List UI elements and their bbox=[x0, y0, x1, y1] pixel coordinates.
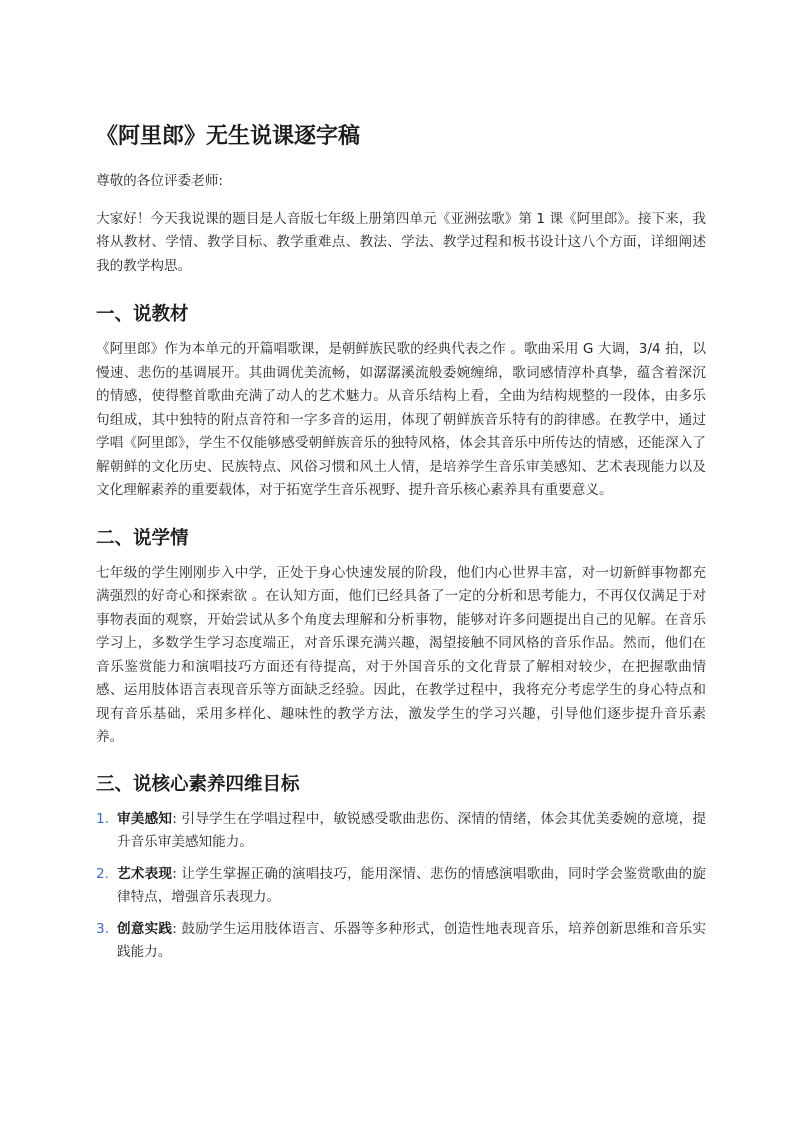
section-heading-students: 二、说学情 bbox=[96, 527, 189, 549]
goal-term: 艺术表现 bbox=[117, 865, 173, 882]
document-title: 《阿里郎》无生说课逐字稿 bbox=[96, 124, 361, 149]
goal-item-aesthetic bbox=[96, 808, 706, 855]
goal-item-expression bbox=[96, 863, 706, 910]
goal-separator: : bbox=[172, 920, 177, 937]
goal-number: 2. bbox=[96, 865, 109, 882]
goal-number: 1. bbox=[96, 810, 109, 827]
document-page bbox=[96, 118, 706, 973]
goals-list bbox=[96, 808, 706, 965]
goal-text: 让学生掌握正确的演唱技巧，能用深情、悲伤的情感演唱歌曲，同时学会鉴赏歌曲的旋律特点，增强音乐表现力。 bbox=[117, 865, 707, 905]
goal-separator: : bbox=[172, 865, 177, 882]
salutation: 尊敬的各位评委老师: bbox=[96, 173, 223, 189]
goal-text: 引导学生在学唱过程中，敏锐感受歌曲悲伤、深情的情绪，体会其优美委婉的意境，提升音乐审美感知能力。 bbox=[117, 810, 707, 850]
goal-term: 创意实践 bbox=[117, 920, 173, 937]
goal-text: 鼓励学生运用肢体语言、乐器等多种形式，创造性地表现音乐，培养创新思维和音乐实践能力。 bbox=[117, 920, 707, 960]
section-body-textbook: 《阿里郎》作为本单元的开篇唱歌课，是朝鲜族民歌的经典代表之作 。歌曲采用 G 大调，3/4 拍，以慢速、悲伤的基调展开。其曲调优美流畅，如潺潺溪流般委婉缠绵，歌词感情淳朴真挚，蕴含着深沉的情感，使得整首歌曲充满了动人的艺术魅力。从音乐结构上看，全曲为结构规整的一段体，由多乐句组成，其中独特的附点音符和一字多音的运用，体现了朝鲜族音乐特有的韵律感。在教学中，通过学唱《阿里郎》，学生不仅能够感受朝鲜族音乐的独特风格，体会其音乐中所传达的情感，还能深入了解朝鲜的文化历史、民族特点、风俗习惯和风土人情，是培养学生音乐审美感知、艺术表现能力以及文化理解素养的重要载体，对于拓宽学生音乐视野、提升音乐核心素养具有重要意义。 bbox=[96, 341, 706, 498]
goal-separator: : bbox=[172, 810, 177, 827]
goal-term: 审美感知 bbox=[117, 810, 173, 827]
intro-paragraph: 大家好！今天我说课的题目是人音版七年级上册第四单元《亚洲弦歌》第 1 课《阿里郎》。接下来，我将从教材、学情、教学目标、教学重难点、教法、学法、教学过程和板书设计这八个方面，详细阐述我的教学构思。 bbox=[96, 210, 706, 274]
section-heading-textbook: 一、说教材 bbox=[96, 304, 189, 325]
section-heading-goals: 三、说核心素养四维目标 bbox=[96, 773, 300, 795]
section-body-students: 七年级的学生刚刚步入中学，正处于身心快速发展的阶段，他们内心世界丰富，对一切新鲜事物都充满强烈的好奇心和探索欲 。在认知方面，他们已经具备了一定的分析和思考能力，不再仅仅满足于对事物表面的观察，开始尝试从多个角度去理解和分析事物，能够对许多问题提出自己的见解。在音乐学习上，多数学生学习态度端正，对音乐课充满兴趣，渴望接触不同风格的音乐作品。然而，他们在音乐鉴赏能力和演唱技巧方面还有待提高，对于外国音乐的文化背景了解相对较少，在把握歌曲情感、运用肢体语言表现音乐等方面缺乏经验。因此，在教学过程中，我将充分考虑学生的身心特点和现有音乐基础，采用多样化、趣味性的教学方法，激发学生的学习兴趣，引导他们逐步提升音乐素养。 bbox=[96, 564, 706, 745]
goal-number: 3. bbox=[96, 920, 109, 937]
goal-item-creative bbox=[96, 918, 706, 965]
